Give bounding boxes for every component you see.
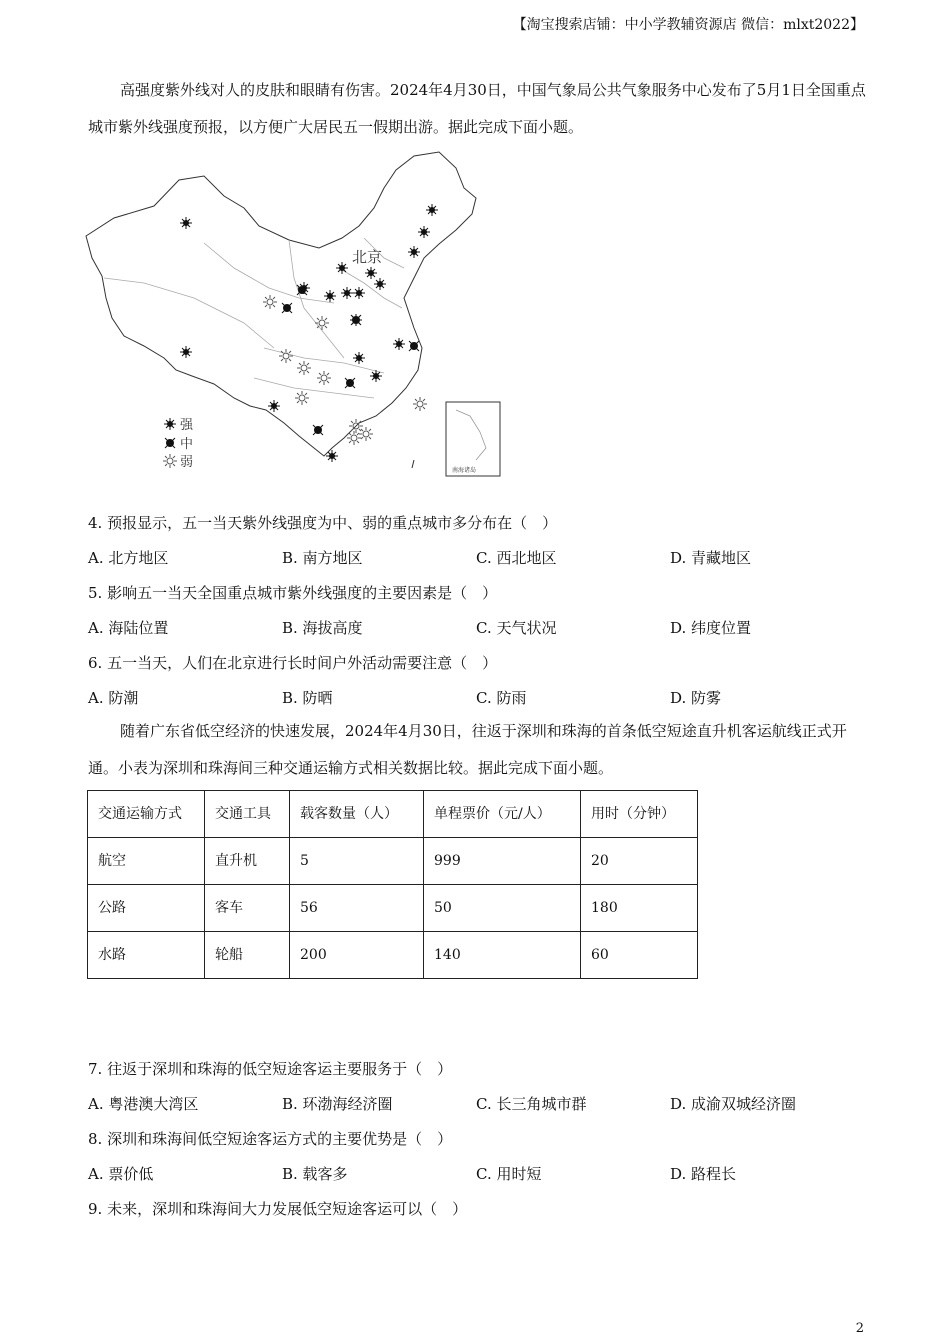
legend-strong-label: 强 <box>180 418 194 433</box>
q7-option-a: A. 粤港澳大湾区 <box>88 1095 199 1113</box>
weak-uv-marker <box>295 391 309 405</box>
table-cell: 56 <box>290 885 424 932</box>
strong-uv-marker <box>365 267 377 279</box>
q4-option-c: C. 西北地区 <box>476 549 557 567</box>
south-china-sea-inset <box>446 402 500 476</box>
strong-uv-marker <box>180 346 192 358</box>
table-header-cell: 用时（分钟） <box>581 791 698 838</box>
strong-uv-marker <box>324 290 336 302</box>
table-cell: 公路 <box>88 885 205 932</box>
weak-uv-marker <box>263 295 277 309</box>
question-4-stem: 4. 预报显示，五一当天紫外线强度为中、弱的重点城市多分布在（ ） <box>88 514 558 532</box>
medium-uv-marker <box>409 341 419 351</box>
q4-option-d: D. 青藏地区 <box>670 549 752 567</box>
table-cell: 180 <box>581 885 698 932</box>
weak-uv-marker <box>413 397 427 411</box>
legend-weak-label: 弱 <box>180 455 194 470</box>
table-cell: 航空 <box>88 838 205 885</box>
q5-option-d: D. 纬度位置 <box>670 619 752 637</box>
intro-paragraph-transport: 随着广东省低空经济的快速发展，2024年4月30日，往返于深圳和珠海的首条低空短途直升机客运航线正式开通。小表为深圳和珠海间三种交通运输方式相关数据比较。据此完成下面小题。 <box>88 722 847 777</box>
q8-option-a: A. 票价低 <box>88 1165 154 1183</box>
map-legend <box>163 418 194 470</box>
strong-uv-marker <box>426 204 438 216</box>
medium-uv-marker <box>297 285 307 295</box>
strong-uv-marker <box>353 352 365 364</box>
question-7-stem: 7. 往返于深圳和珠海的低空短途客运主要服务于（ ） <box>88 1060 453 1078</box>
transport-comparison-table <box>87 790 698 979</box>
q7-option-d: D. 成渝双城经济圈 <box>670 1095 797 1113</box>
strong-uv-marker <box>341 287 353 299</box>
q5-option-b: B. 海拔高度 <box>282 619 363 637</box>
weak-uv-marker <box>347 431 361 445</box>
q4-option-a: A. 北方地区 <box>88 549 169 567</box>
q6-option-a: A. 防潮 <box>88 689 139 707</box>
table-cell: 200 <box>290 932 424 979</box>
beijing-label: 北京 <box>352 248 383 266</box>
table-cell: 20 <box>581 838 698 885</box>
q7-option-b: B. 环渤海经济圈 <box>282 1095 393 1113</box>
question-6-stem: 6. 五一当天，人们在北京进行长时间户外活动需要注意（ ） <box>88 654 498 672</box>
legend-medium-label: 中 <box>180 437 194 452</box>
strong-uv-marker <box>180 217 192 229</box>
intro-paragraph-uv: 高强度紫外线对人的皮肤和眼睛有伤害。2024年4月30日，中国气象局公共气象服务中心发布了5月1日全国重点城市紫外线强度预报，以方便广大居民五一假期出游。据此完成下面小题。 <box>88 81 866 136</box>
uv-forecast-map <box>84 148 504 478</box>
q5-option-c: C. 天气状况 <box>476 619 557 637</box>
strong-uv-marker <box>374 278 386 290</box>
question-8-stem: 8. 深圳和珠海间低空短途客运方式的主要优势是（ ） <box>88 1130 453 1148</box>
table-header-cell: 单程票价（元/人） <box>424 791 581 838</box>
inset-label: 南海诸岛 <box>452 467 477 474</box>
strong-uv-marker <box>353 287 365 299</box>
q6-option-d: D. 防雾 <box>670 689 722 707</box>
table-row <box>88 885 698 932</box>
strong-uv-markers <box>180 204 438 462</box>
table-cell: 水路 <box>88 932 205 979</box>
strong-uv-marker <box>418 226 430 238</box>
weak-uv-marker <box>279 349 293 363</box>
table-row <box>88 932 698 979</box>
table-cell: 999 <box>424 838 581 885</box>
table-cell: 客车 <box>205 885 290 932</box>
medium-uv-marker <box>345 378 355 388</box>
medium-uv-markers <box>282 285 419 435</box>
table-header-cell: 交通工具 <box>205 791 290 838</box>
medium-uv-marker <box>351 315 361 325</box>
table-cell: 60 <box>581 932 698 979</box>
table-cell: 轮船 <box>205 932 290 979</box>
table-cell: 直升机 <box>205 838 290 885</box>
weak-uv-markers <box>263 295 427 445</box>
medium-uv-marker <box>313 425 323 435</box>
q6-option-b: B. 防晒 <box>282 689 333 707</box>
page-header: 【淘宝搜索店铺：中小学教辅资源店 微信：mlxt2022】 <box>512 17 864 33</box>
table-cell: 5 <box>290 838 424 885</box>
question-5-stem: 5. 影响五一当天全国重点城市紫外线强度的主要因素是（ ） <box>88 584 498 602</box>
weak-uv-marker <box>359 427 373 441</box>
table-row <box>88 838 698 885</box>
weak-uv-marker <box>297 361 311 375</box>
q8-option-d: D. 路程长 <box>670 1165 737 1183</box>
table-cell: 140 <box>424 932 581 979</box>
table-cell: 50 <box>424 885 581 932</box>
medium-uv-marker <box>282 303 292 313</box>
q8-option-c: C. 用时短 <box>476 1165 542 1183</box>
strong-uv-marker <box>268 400 280 412</box>
q8-option-b: B. 载客多 <box>282 1165 348 1183</box>
strong-uv-marker <box>393 338 405 350</box>
q5-option-a: A. 海陆位置 <box>88 619 169 637</box>
china-outline <box>86 152 476 456</box>
q7-option-c: C. 长三角城市群 <box>476 1095 587 1113</box>
table-header-cell: 交通运输方式 <box>88 791 205 838</box>
strong-uv-marker <box>408 246 420 258</box>
table-header-row <box>88 791 698 838</box>
q6-option-c: C. 防雨 <box>476 689 527 707</box>
table-header-cell: 载客数量（人） <box>290 791 424 838</box>
weak-uv-marker <box>315 316 329 330</box>
page-number: 2 <box>855 1321 864 1336</box>
weak-uv-marker <box>317 371 331 385</box>
question-9-stem: 9. 未来，深圳和珠海间大力发展低空短途客运可以（ ） <box>88 1200 468 1218</box>
q4-option-b: B. 南方地区 <box>282 549 363 567</box>
